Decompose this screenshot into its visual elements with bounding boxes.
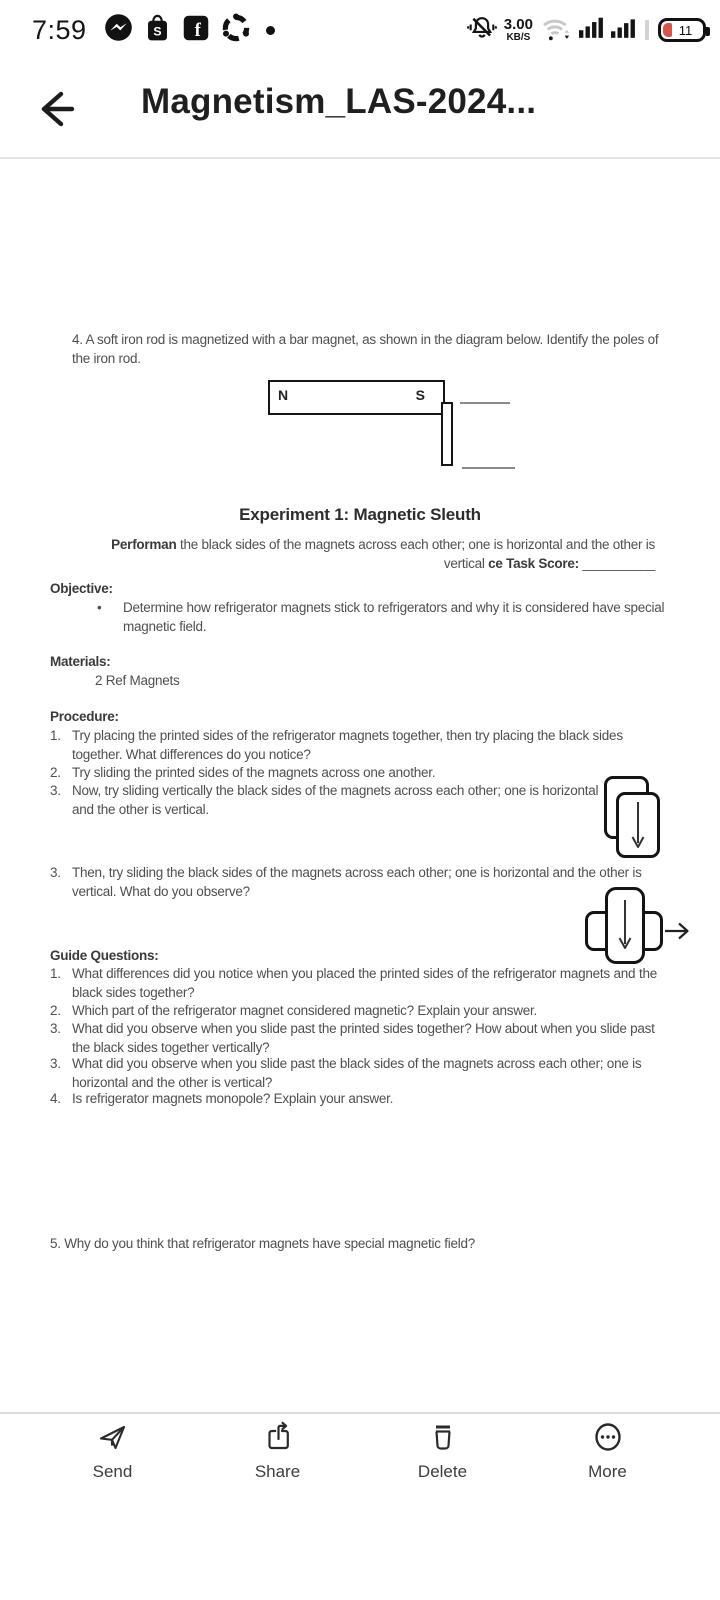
guide-question-2 <box>50 1002 672 1021</box>
item-number: 1. <box>50 728 61 743</box>
item-text: Try sliding the printed sides of the magnets across one another. <box>72 765 436 780</box>
battery-icon <box>658 18 706 42</box>
item-text: Try placing the printed sides of the refrigerator magnets together, then try placing the black sides together. What differences do you notice? <box>72 728 623 762</box>
right-arrow-icon <box>664 921 690 941</box>
page-title: Magnetism_LAS-2024... <box>141 82 537 121</box>
item-number: 3. <box>50 1021 61 1036</box>
procedure-item-3b <box>50 864 672 901</box>
delete-button[interactable] <box>360 1414 525 1490</box>
perform-bold: Performan <box>111 537 177 552</box>
answer-blank-bottom <box>462 467 515 469</box>
more-label: More <box>588 1462 627 1481</box>
item-text: Is refrigerator magnets monopole? Explain your answer. <box>72 1091 394 1106</box>
trash-icon <box>427 1421 459 1458</box>
perform-rest: the black sides of the magnets across each other; one is horizontal and the other is <box>176 537 655 552</box>
facebook-icon <box>182 14 210 47</box>
app-header <box>0 60 720 159</box>
item-number: 1. <box>50 966 61 981</box>
materials-label: Materials: <box>50 654 111 669</box>
wifi-icon <box>540 14 572 47</box>
send-button[interactable] <box>30 1414 195 1490</box>
share-icon <box>262 1421 294 1458</box>
perform-line2-pre: vertical <box>443 555 489 571</box>
bar-magnet-diagram <box>268 380 445 415</box>
signal-icon-sim1 <box>579 16 604 44</box>
iron-rod-diagram <box>441 402 453 466</box>
more-icon <box>592 1421 624 1458</box>
guide-question-5: 5. Why do you think that refrigerator magnets have special magnetic field? <box>50 1236 475 1251</box>
guide-questions-label: Guide Questions: <box>50 948 159 963</box>
share-button[interactable] <box>195 1414 360 1490</box>
item-text: What differences did you notice when you placed the printed sides of the refrigerator magnets and the black sides together? <box>72 966 657 1000</box>
item-number: 3. <box>50 783 61 798</box>
bullet-marker: • <box>97 600 102 615</box>
item-number: 3. <box>50 865 61 880</box>
send-label: Send <box>92 1462 133 1481</box>
procedure-item-2 <box>50 764 672 783</box>
guide-question-1 <box>50 965 657 1002</box>
task-score-blank: __________ <box>582 555 655 571</box>
item-text: Now, try sliding vertically the black sides of the magnets across each other; one is horizontal and the other is vertical. <box>72 783 599 817</box>
magnet-card-front <box>616 792 660 858</box>
share-network-icon <box>221 13 251 48</box>
back-button[interactable] <box>32 86 78 132</box>
procedure-item-3 <box>50 782 604 819</box>
battery-level-fill <box>663 23 672 37</box>
messenger-icon <box>104 13 133 47</box>
item-number: 3. <box>50 1056 61 1071</box>
delete-label: Delete <box>417 1462 468 1481</box>
materials-text: 2 Ref Magnets <box>95 673 180 688</box>
signal-icon-sim2 <box>611 16 636 44</box>
status-bar-right <box>467 13 706 48</box>
objective-label: Objective: <box>50 581 113 596</box>
north-pole-label: N <box>278 387 289 403</box>
notification-dot-icon <box>266 26 275 35</box>
share-label: Share <box>254 1462 301 1481</box>
document-viewer[interactable] <box>0 159 720 1412</box>
procedure-label: Procedure: <box>50 709 119 724</box>
data-speed-value: 3.00 <box>503 16 533 33</box>
procedure-item-1 <box>50 727 672 764</box>
objective-text: Determine how refrigerator magnets stick to refrigerators and why it is considered have special magnetic field. <box>123 600 665 634</box>
status-time: 7:59 <box>32 14 87 45</box>
item-number: 2. <box>50 765 61 780</box>
status-bar-left <box>32 13 275 48</box>
muted-bell-icon <box>467 13 497 48</box>
svg-text:f: f <box>194 19 201 41</box>
item-text: Which part of the refrigerator magnet considered magnetic? Explain your answer. <box>72 1003 537 1018</box>
guide-question-3b <box>50 1055 672 1092</box>
action-toolbar <box>0 1412 720 1490</box>
vertical-magnet-card <box>605 887 645 964</box>
data-speed-unit: KB/S <box>506 32 531 43</box>
task-score-label: ce Task Score: <box>488 555 583 571</box>
more-button[interactable] <box>525 1414 690 1490</box>
experiment-title: Experiment 1: Magnetic Sleuth <box>239 505 481 524</box>
battery-percent: 11 <box>678 22 693 38</box>
guide-question-4 <box>50 1090 672 1109</box>
objective-item <box>95 599 698 636</box>
item-text: What did you observe when you slide past the printed sides together? How about when you slide past the black sides together vertically? <box>72 1021 655 1055</box>
south-pole-label: S <box>415 387 425 403</box>
answer-blank-top <box>460 402 510 404</box>
svg-text:S: S <box>152 24 162 39</box>
question-4 <box>50 331 672 368</box>
send-icon <box>97 1421 129 1458</box>
question-4-text: 4. A soft iron rod is magnetized with a bar magnet, as shown in the diagram below. Identify the poles of the iron rod. <box>72 332 659 366</box>
item-text: What did you observe when you slide past the black sides of the magnets across each other; one is horizontal and the other is vertical? <box>72 1056 642 1090</box>
android-nav-bar <box>0 1490 720 1600</box>
status-bar <box>0 0 720 60</box>
shopee-icon <box>144 13 171 47</box>
item-number: 2. <box>50 1003 61 1018</box>
performance-task-line <box>50 536 655 573</box>
guide-question-3 <box>50 1020 657 1057</box>
data-speed-indicator <box>504 17 533 43</box>
item-number: 4. <box>50 1091 61 1106</box>
signal-divider-bar <box>645 20 649 40</box>
battery-nub <box>706 27 710 36</box>
item-text: Then, try sliding the black sides of the magnets across each other; one is horizontal and the other is vertical. What do you observe? <box>72 865 642 899</box>
